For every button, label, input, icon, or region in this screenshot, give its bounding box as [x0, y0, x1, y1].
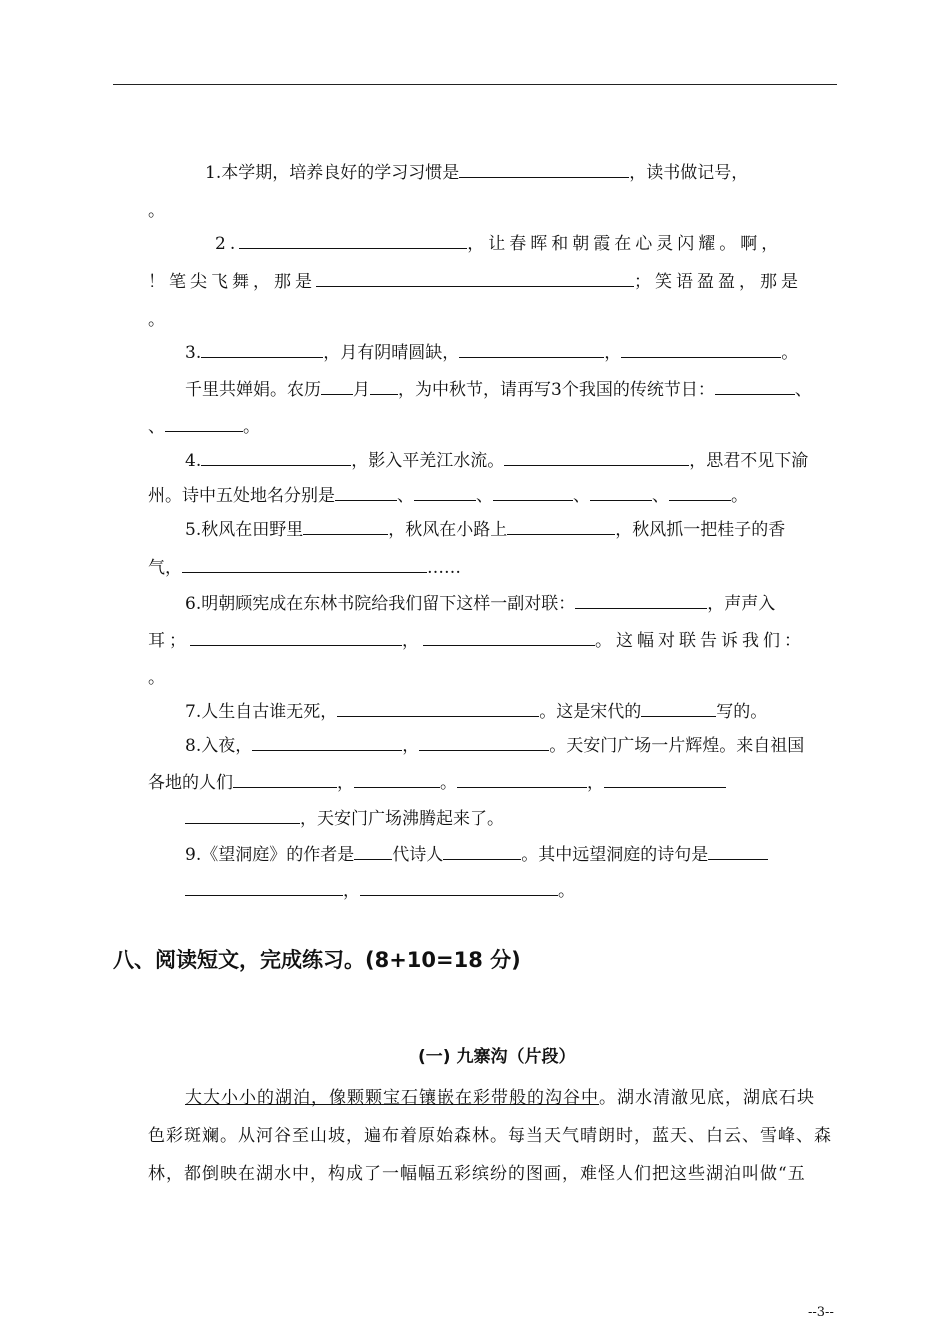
question-5-line1 — [185, 519, 875, 541]
question-1-line2 — [148, 200, 838, 222]
q3-text-5: 月 — [353, 380, 370, 400]
question-3-line1 — [185, 342, 875, 364]
q3-text-1: ，月有阴晴圆缺， — [323, 343, 460, 363]
q3-blank-day[interactable] — [370, 380, 398, 395]
passage-line-3: 林，都倒映在湖水中，构成了一幅幅五彩缤纷的图画，难怪人们把这些湖泊叫做“五 — [148, 1164, 806, 1184]
q3-blank-festival-2[interactable] — [165, 417, 243, 432]
q6-blank-1[interactable] — [575, 594, 707, 609]
q7-text-3: 写的。 — [716, 702, 768, 722]
question-2-line3 — [148, 309, 838, 331]
q5-num: 5. — [185, 520, 202, 540]
q3-text-3: 。 — [781, 343, 799, 363]
q7-num: 7. — [185, 702, 202, 722]
q4-blank-place-4[interactable] — [590, 486, 652, 501]
q4-blank-place-2[interactable] — [414, 486, 476, 501]
q6-text-1: 明朝顾宪成在东林书院给我们留下这样一副对联： — [201, 594, 576, 614]
q9-text-4: ， — [343, 881, 360, 901]
q9-blank-1[interactable] — [708, 845, 768, 860]
q5-blank-1[interactable] — [303, 520, 388, 535]
q3-blank-2[interactable] — [459, 343, 604, 358]
q5-text-2: ，秋风在小路上 — [388, 520, 508, 540]
q3-blank-1[interactable] — [201, 343, 323, 358]
q8-blank-2[interactable] — [419, 736, 549, 751]
q3-text-7: 、 — [794, 380, 812, 400]
q4-sep-4: 、 — [652, 486, 669, 506]
q7-text-1: 人生自古谁无死， — [201, 702, 338, 722]
passage-title: (一) 九寨沟（片段） — [418, 1047, 576, 1067]
q6-text-6: 。 — [148, 668, 165, 688]
q3-text-8: 、 — [148, 417, 165, 437]
passage-line-1 — [185, 1087, 875, 1109]
q8-text-7: ， — [587, 773, 604, 793]
q5-blank-3[interactable] — [182, 558, 427, 573]
q5-blank-2[interactable] — [507, 520, 615, 535]
question-1-line1 — [205, 162, 895, 184]
q7-text-2: 。这是宋代的 — [539, 702, 642, 722]
header-rule — [113, 84, 837, 85]
q5-text-3: ，秋风抓一把桂子的香 — [615, 520, 786, 540]
q8-blank-3[interactable] — [233, 773, 337, 788]
q7-blank-1[interactable] — [337, 702, 539, 717]
q8-text-1: 入夜， — [201, 736, 253, 756]
q8-blank-6[interactable] — [604, 773, 726, 788]
passage-line-1-rest: 。湖水清澈见底，湖底石块 — [599, 1088, 815, 1108]
question-6-line1 — [185, 593, 875, 615]
q9-text-3: 。其中远望洞庭的诗句是 — [521, 845, 709, 865]
q8-text-5: ， — [337, 773, 354, 793]
question-7 — [185, 701, 875, 723]
q4-blank-place-5[interactable] — [669, 486, 731, 501]
q9-blank-dynasty[interactable] — [354, 845, 392, 860]
q8-num: 8. — [185, 736, 202, 756]
q4-blank-2[interactable] — [504, 451, 689, 466]
q8-blank-1[interactable] — [252, 736, 402, 751]
q2-text-2: ！笔尖飞舞，那是 — [148, 272, 316, 292]
q9-text-1: 《望洞庭》的作者是 — [201, 845, 355, 865]
q3-blank-month[interactable] — [321, 380, 353, 395]
q4-sep-1: 、 — [397, 486, 414, 506]
q6-text-5: 。这幅对联告诉我们： — [595, 631, 805, 651]
q6-num: 6. — [185, 594, 202, 614]
q8-blank-4[interactable] — [354, 773, 440, 788]
q7-blank-2[interactable] — [641, 702, 716, 717]
q4-sep-2: 、 — [476, 486, 493, 506]
q2-blank-2[interactable] — [316, 272, 634, 287]
q6-blank-3[interactable] — [423, 631, 595, 646]
q5-text-4: 气， — [148, 558, 182, 578]
q4-num: 4. — [185, 451, 202, 471]
question-4-line1 — [185, 450, 875, 472]
q4-sep-3: 、 — [573, 486, 590, 506]
q9-blank-2[interactable] — [185, 881, 343, 896]
question-3-line2 — [185, 379, 875, 401]
q2-num: 2. — [215, 234, 240, 254]
question-2-line1 — [215, 233, 905, 255]
q2-text-1: ，让春晖和朝霞在心灵闪耀。啊， — [467, 234, 783, 254]
q1-text-1: 本学期，培养良好的学习习惯是 — [221, 163, 460, 183]
q4-text-1: ，影入平羌江水流。 — [351, 451, 505, 471]
q4-blank-place-1[interactable] — [335, 486, 397, 501]
q8-text-2: ， — [402, 736, 420, 756]
q3-num: 3. — [185, 343, 202, 363]
question-8-line1 — [185, 735, 875, 757]
section-heading: 八、阅读短文，完成练习。(8+10=18 分) — [113, 948, 521, 972]
q3-blank-3[interactable] — [621, 343, 781, 358]
q6-blank-2[interactable] — [190, 631, 402, 646]
q4-text-2: ，思君不见下渝 — [689, 451, 809, 471]
q5-text-1: 秋风在田野里 — [201, 520, 304, 540]
question-4-line2 — [148, 485, 838, 507]
q4-blank-1[interactable] — [201, 451, 351, 466]
q2-text-4: 。 — [148, 310, 165, 330]
passage-line-2: 色彩斑斓。从河谷至山坡，遍布着原始森林。每当天气晴朗时，蓝天、白云、雪峰、森 — [148, 1126, 832, 1146]
question-6-line3 — [148, 667, 838, 689]
question-2-line2 — [148, 271, 838, 293]
q2-text-3: ；笑语盈盈，那是 — [634, 272, 802, 292]
q9-blank-poet[interactable] — [443, 845, 521, 860]
q8-text-4: 各地的人们 — [148, 773, 233, 793]
q3-text-6: ，为中秋节，请再写3个我国的传统节日： — [398, 380, 715, 400]
q6-text-2: ，声声入 — [707, 594, 776, 614]
question-5-line2 — [148, 557, 838, 579]
question-8-line3 — [185, 808, 875, 830]
q4-text-4: 。 — [731, 486, 748, 506]
q9-text-2: 代诗人 — [392, 845, 444, 865]
question-9-line2 — [185, 880, 875, 902]
question-8-line2 — [148, 772, 838, 794]
q1-text-3: 。 — [148, 201, 165, 221]
q8-blank-7[interactable] — [185, 809, 300, 824]
q1-text-2: ，读书做记号， — [629, 163, 749, 183]
q5-text-5: …… — [427, 558, 461, 578]
q8-blank-5[interactable] — [457, 773, 587, 788]
q8-text-8: ，天安门广场沸腾起来了。 — [300, 809, 504, 829]
q1-num: 1. — [205, 163, 222, 183]
q1-blank-1[interactable] — [459, 163, 629, 178]
page-number: --3-- — [808, 1305, 834, 1320]
q4-text-3: 州。诗中五处地名分别是 — [148, 486, 335, 506]
q9-text-5: 。 — [558, 881, 575, 901]
q3-blank-festival-1[interactable] — [715, 380, 795, 395]
passage-underlined-sentence: 大大小小的湖泊，像颗颗宝石镶嵌在彩带般的沟谷中 — [185, 1088, 599, 1108]
q8-text-6: 。 — [440, 773, 457, 793]
q3-text-4: 千里共婵娟。农历 — [185, 380, 321, 400]
q6-text-4: ， — [402, 631, 423, 651]
q4-blank-place-3[interactable] — [493, 486, 573, 501]
q3-text-9: 。 — [243, 417, 260, 437]
question-6-line2 — [148, 630, 838, 652]
q6-text-3: 耳； — [148, 631, 190, 651]
question-3-line3 — [148, 416, 838, 438]
q3-text-2: ， — [604, 343, 622, 363]
q2-blank-1[interactable] — [239, 234, 467, 249]
question-9-line1 — [185, 844, 875, 866]
q8-text-3: 。天安门广场一片辉煌。来自祖国 — [549, 736, 805, 756]
q9-num: 9. — [185, 845, 202, 865]
q9-blank-3[interactable] — [360, 881, 558, 896]
